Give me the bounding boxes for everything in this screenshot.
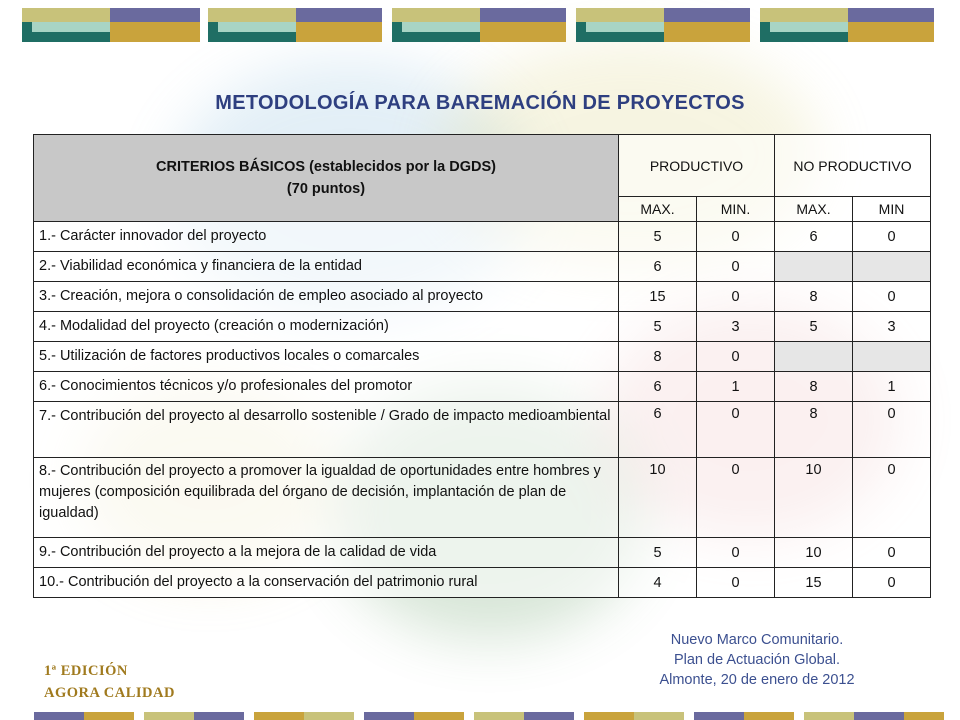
productivo-max: 8 — [619, 342, 697, 372]
no-productivo-max-empty — [775, 342, 853, 372]
organization-line: AGORA CALIDAD — [44, 685, 175, 701]
band-block — [576, 8, 748, 42]
table-row — [34, 568, 931, 598]
caption-line: Almonte, 20 de enero de 2012 — [659, 672, 855, 688]
no-productivo-min: 0 — [853, 568, 931, 598]
no-productivo-min-empty — [853, 252, 931, 282]
productivo-min: 3 — [697, 312, 775, 342]
caption-line: Nuevo Marco Comunitario. — [670, 632, 844, 648]
productivo-min: 0 — [697, 252, 775, 282]
no-productivo-max-empty — [775, 252, 853, 282]
no-productivo-min: 0 — [853, 222, 931, 252]
edition-label — [44, 660, 175, 704]
no-productivo-min: 0 — [853, 402, 931, 458]
no-productivo-max: 10 — [775, 538, 853, 568]
criteria-header-line2: (70 puntos) — [286, 181, 366, 197]
subheader-min: MIN — [853, 197, 931, 222]
band-block — [208, 8, 380, 42]
table-row — [34, 252, 931, 282]
no-productivo-min-empty — [853, 342, 931, 372]
subheader-max: MAX. — [619, 197, 697, 222]
criterion-text: 1.- Carácter innovador del proyecto — [34, 222, 619, 252]
no-productivo-min: 3 — [853, 312, 931, 342]
subheader-max: MAX. — [775, 197, 853, 222]
no-productivo-min: 0 — [853, 282, 931, 312]
table-row — [34, 538, 931, 568]
no-productivo-min: 1 — [853, 372, 931, 402]
page-title: METODOLOGÍA PARA BAREMACIÓN DE PROYECTOS — [215, 92, 745, 114]
band-block — [392, 8, 564, 42]
productivo-max: 15 — [619, 282, 697, 312]
table-row — [34, 402, 931, 458]
table-row — [34, 342, 931, 372]
no-productivo-min: 0 — [853, 538, 931, 568]
productivo-min: 0 — [697, 538, 775, 568]
productivo-min: 1 — [697, 372, 775, 402]
criteria-table — [33, 134, 931, 598]
productivo-min: 0 — [697, 282, 775, 312]
productivo-max: 6 — [619, 252, 697, 282]
subheader-min: MIN. — [697, 197, 775, 222]
band-block — [22, 8, 194, 42]
productivo-max: 10 — [619, 458, 697, 538]
table-row — [34, 222, 931, 252]
no-productivo-min: 0 — [853, 458, 931, 538]
productivo-min: 0 — [697, 568, 775, 598]
criterion-text: 9.- Contribución del proyecto a la mejora de la calidad de vida — [34, 538, 619, 568]
edition-line: 1ª EDICIÓN — [44, 663, 128, 679]
productivo-min: 0 — [697, 222, 775, 252]
productivo-min: 0 — [697, 458, 775, 538]
productivo-max: 5 — [619, 538, 697, 568]
productivo-max: 6 — [619, 372, 697, 402]
header-no-productivo: NO PRODUCTIVO — [775, 135, 931, 197]
criterion-text: 7.- Contribución del proyecto al desarrollo sostenible / Grado de impacto medioambiental — [34, 402, 619, 458]
header-productivo: PRODUCTIVO — [619, 135, 775, 197]
table-row — [34, 312, 931, 342]
table-header-row — [34, 135, 931, 197]
top-decorative-band — [22, 8, 942, 42]
no-productivo-max: 6 — [775, 222, 853, 252]
criteria-header — [34, 135, 619, 222]
productivo-max: 4 — [619, 568, 697, 598]
no-productivo-max: 15 — [775, 568, 853, 598]
productivo-max: 6 — [619, 402, 697, 458]
criterion-text: 10.- Contribución del proyecto a la conservación del patrimonio rural — [34, 568, 619, 598]
event-caption — [640, 630, 874, 690]
table-row — [34, 282, 931, 312]
productivo-min: 0 — [697, 342, 775, 372]
criterion-text: 3.- Creación, mejora o consolidación de empleo asociado al proyecto — [34, 282, 619, 312]
no-productivo-max: 8 — [775, 282, 853, 312]
criterion-text: 5.- Utilización de factores productivos locales o comarcales — [34, 342, 619, 372]
criterion-text: 8.- Contribución del proyecto a promover la igualdad de oportunidades entre hombres y mujeres (composición equilibrada del órgano de decisión, implantación de plan de igualdad) — [34, 458, 619, 538]
criterion-text: 6.- Conocimientos técnicos y/o profesionales del promotor — [34, 372, 619, 402]
no-productivo-max: 5 — [775, 312, 853, 342]
criterion-text: 2.- Viabilidad económica y financiera de la entidad — [34, 252, 619, 282]
no-productivo-max: 8 — [775, 372, 853, 402]
table-row — [34, 458, 931, 538]
criteria-header-line1: CRITERIOS BÁSICOS (establecidos por la DGDS) — [156, 159, 496, 175]
caption-line: Plan de Actuación Global. — [673, 652, 841, 668]
productivo-max: 5 — [619, 222, 697, 252]
table-row — [34, 372, 931, 402]
productivo-min: 0 — [697, 402, 775, 458]
no-productivo-max: 10 — [775, 458, 853, 538]
criterion-text: 4.- Modalidad del proyecto (creación o modernización) — [34, 312, 619, 342]
no-productivo-max: 8 — [775, 402, 853, 458]
band-block — [760, 8, 932, 42]
bottom-decorative-band — [34, 712, 944, 720]
productivo-max: 5 — [619, 312, 697, 342]
